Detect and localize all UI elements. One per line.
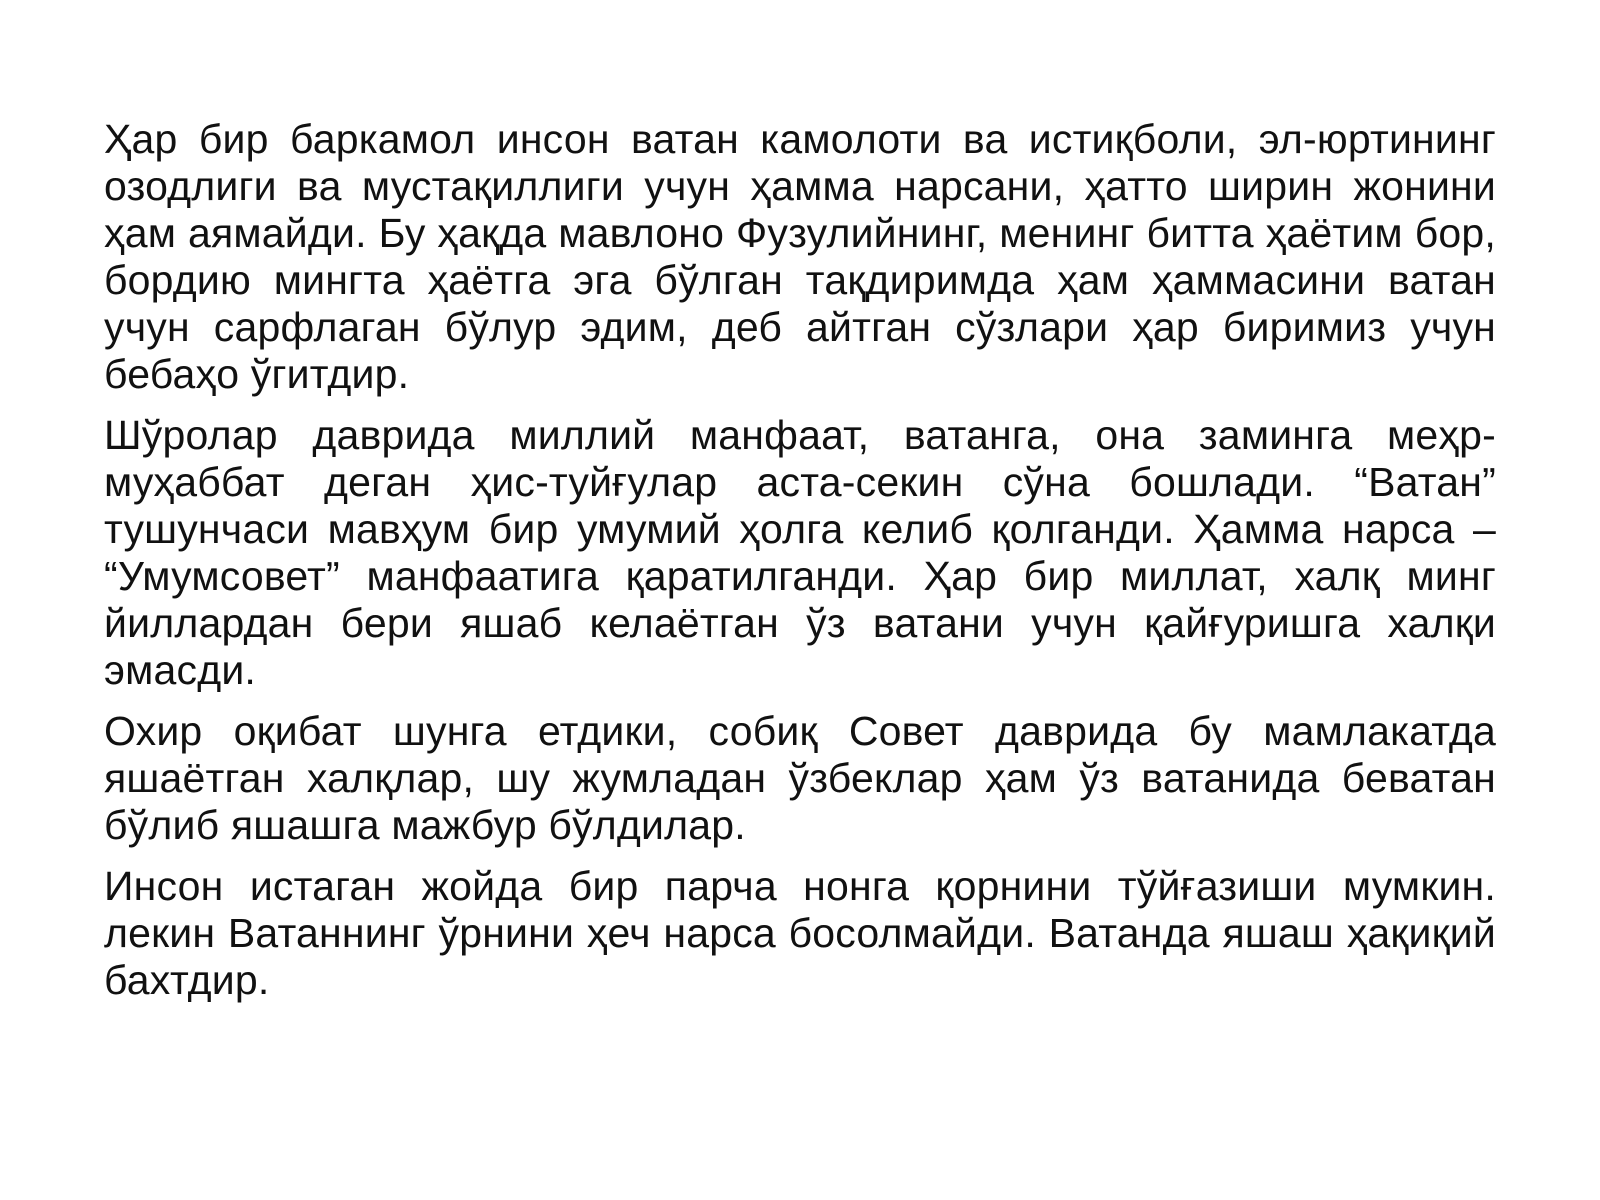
- paragraph-2: Шўролар даврида миллий манфаат, ватанга, она заминга меҳр-муҳаббат деган ҳис-туйғулар аста-секин сўна бошлади. “Ватан” тушунчаси мавҳум бир умумий ҳолга келиб қолганди. Ҳамма нарса – “Умумсовет” манфаатига қаратилганди. Ҳар бир миллат, халқ минг йиллардан бери яшаб келаётган ўз ватани учун қайғуришга халқи эмасди.: [104, 412, 1496, 693]
- text-body: [104, 116, 1496, 1018]
- paragraph-1: Ҳар бир баркамол инсон ватан камолоти ва истиқболи, эл-юртининг озодлиги ва мустақиллиги учун ҳамма нарсани, ҳатто ширин жонини ҳам аямайди. Бу ҳақда мавлоно Фузулийнинг, менинг битта ҳаётим бор, бордию мингта ҳаётга эга бўлган тақдиримда ҳам ҳаммасини ватан учун сарфлаган бўлур эдим, деб айтган сўзлари ҳар биримиз учун бебаҳо ўгитдир.: [104, 116, 1496, 397]
- paragraph-3: Охир оқибат шунга етдики, собиқ Совет даврида бу мамлакатда яшаётган халқлар, шу жумладан ўзбеклар ҳам ўз ватанида беватан бўлиб яшашга мажбур бўлдилар.: [104, 708, 1496, 848]
- paragraph-4: Инсон истаган жойда бир парча нонга қорнини тўйғазиши мумкин. лекин Ватаннинг ўрнини ҳеч нарса босолмайди. Ватанда яшаш ҳақиқий бахтдир.: [104, 863, 1496, 1003]
